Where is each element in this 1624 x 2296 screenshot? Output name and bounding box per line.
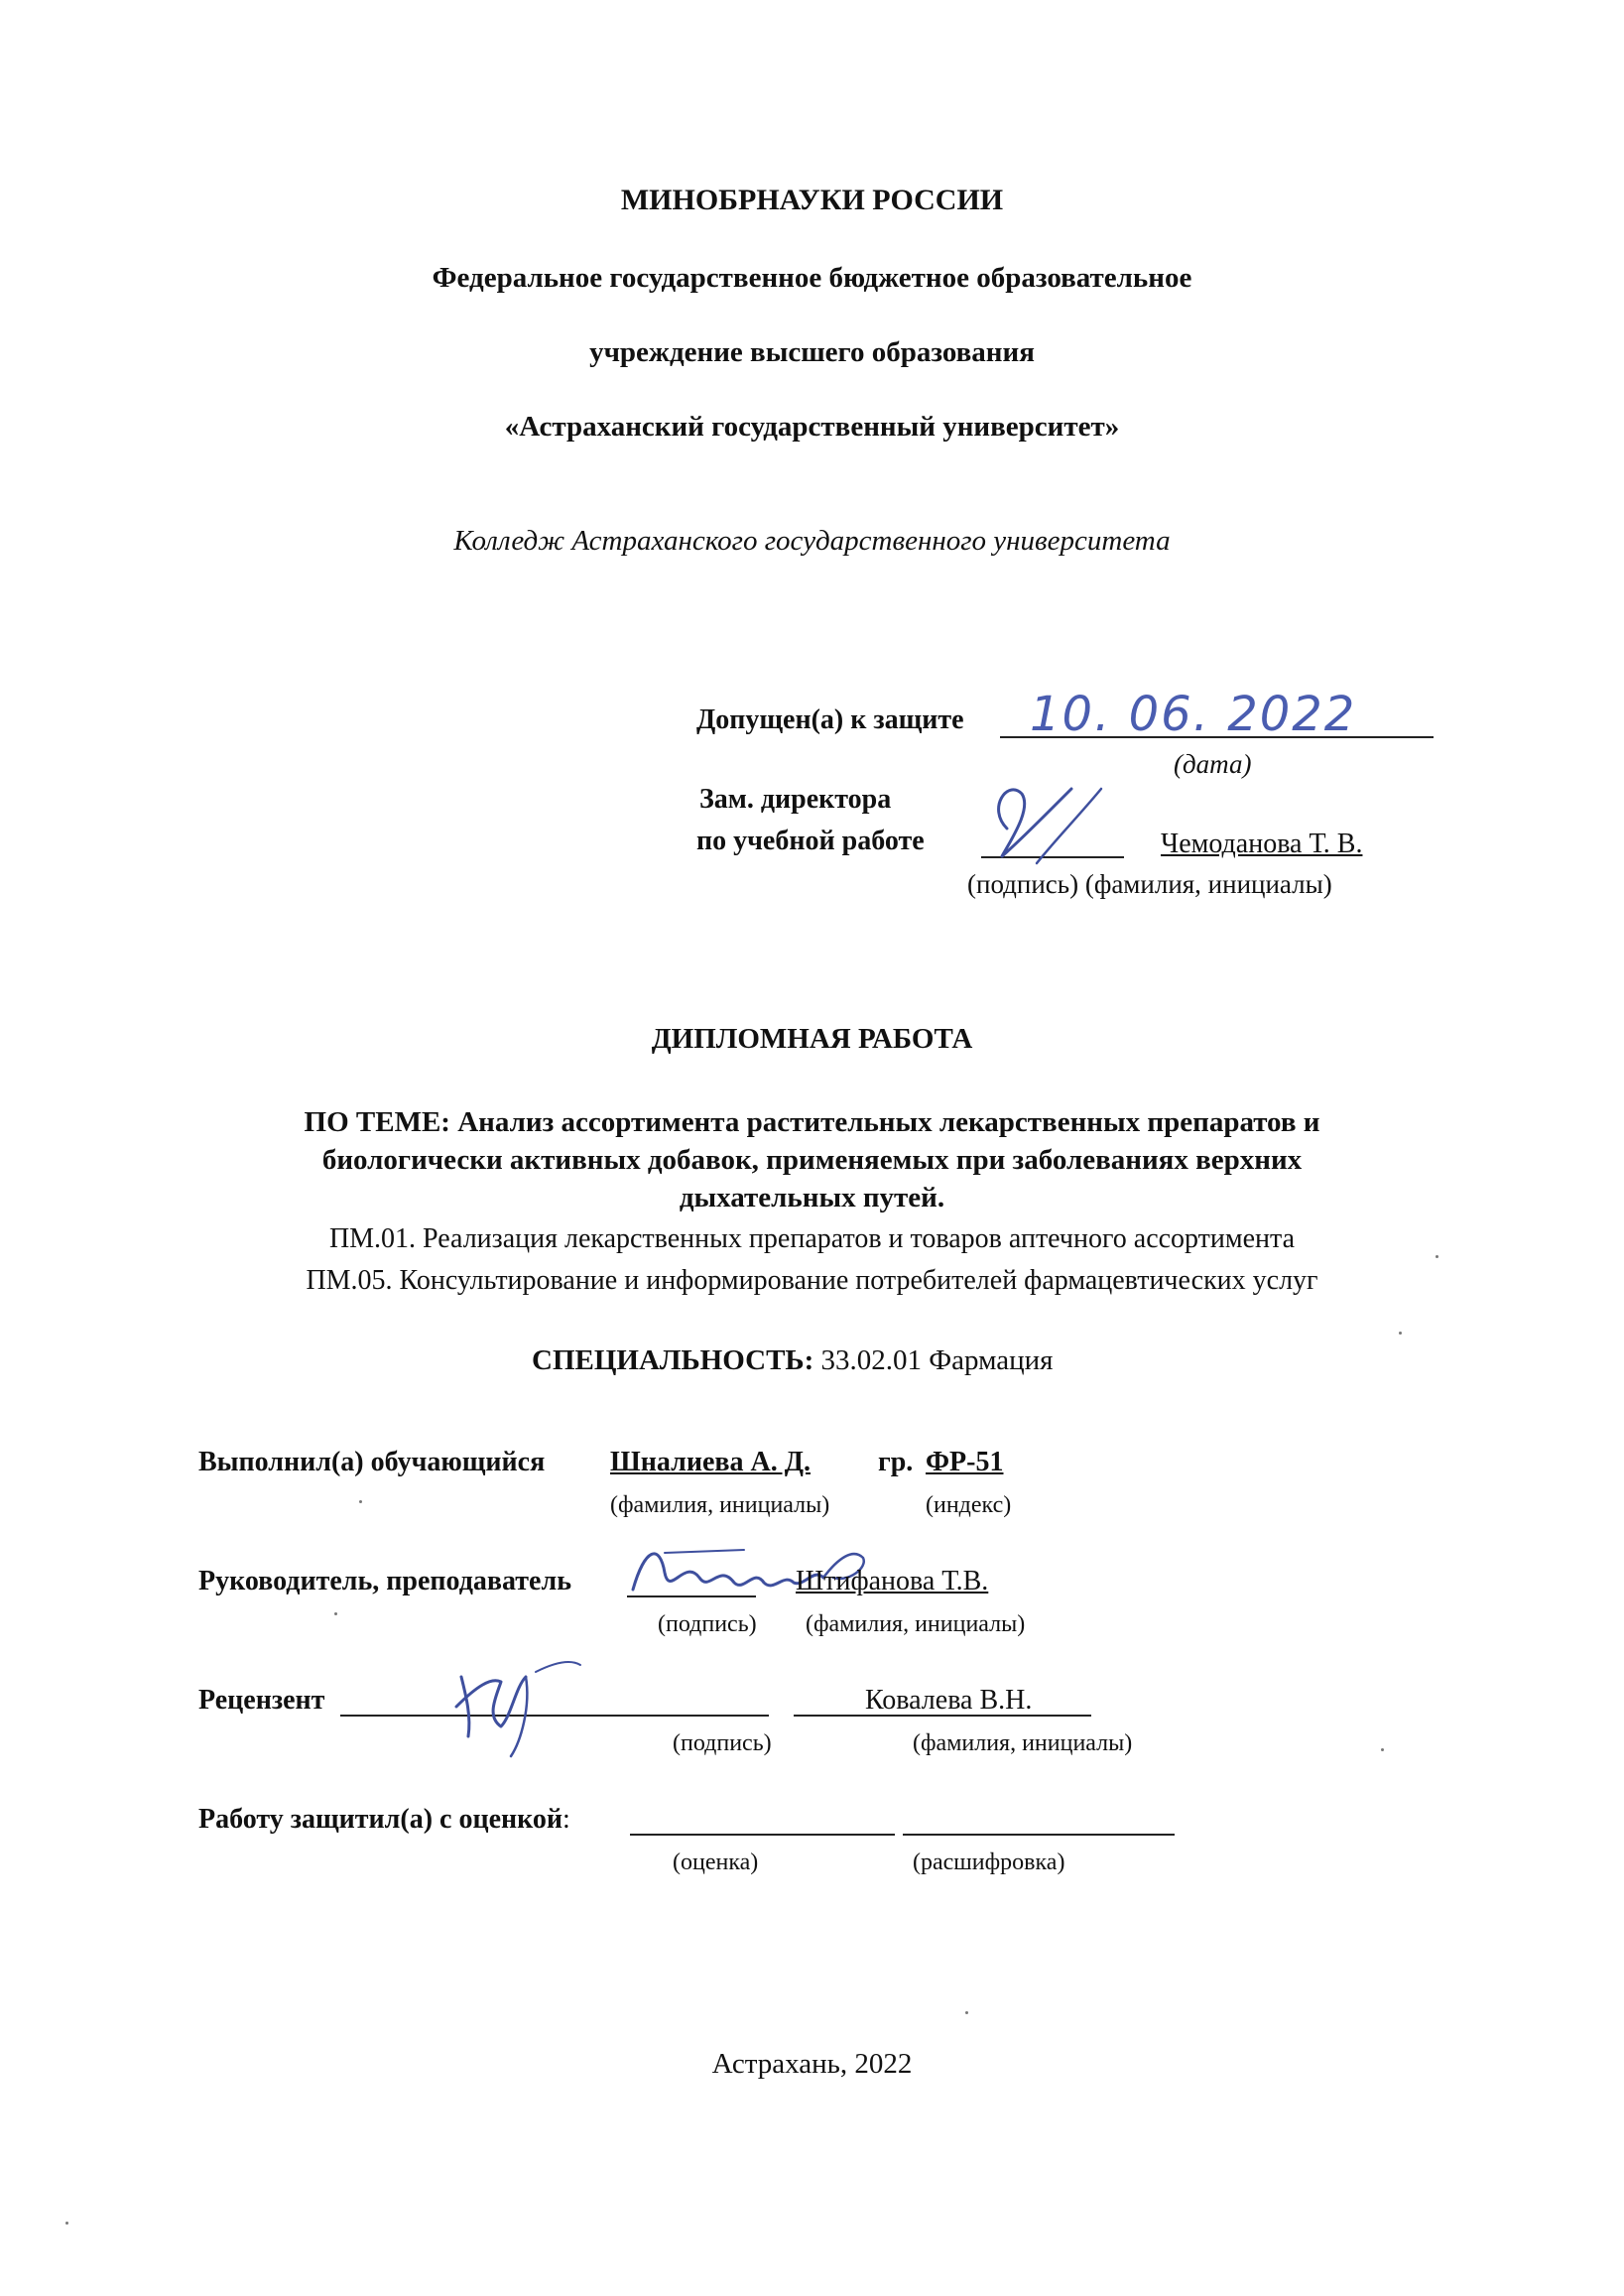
deputy-title-line-2: по учебной работе [696,826,925,856]
reviewer-label: Рецензент [198,1685,325,1716]
student-label: Выполнил(а) обучающийся [198,1447,546,1477]
scan-speck [334,1612,337,1615]
defense-row [198,1806,570,1834]
defense-label: Работу защитил(а) с оценкой [198,1804,563,1835]
admission-label: Допущен(а) к защите [696,704,964,735]
deputy-signature [977,769,1156,878]
institution-line-1: Федеральное государственное бюджетное образовательное [432,262,1192,294]
document-title: ДИПЛОМНАЯ РАБОТА [651,1023,973,1055]
ministry-heading: МИНОБРНАУКИ РОССИИ [620,184,1004,216]
reviewer-sign-caption: (подпись) [673,1730,772,1756]
specialty-label: СПЕЦИАЛЬНОСТЬ: [532,1344,814,1376]
module-1: ПМ.01. Реализация лекарственных препаратов и товаров аптечного ассортимента [328,1223,1296,1254]
supervisor-label: Руководитель, преподаватель [198,1566,572,1596]
scan-speck [1399,1332,1402,1335]
supervisor-name-caption: (фамилия, инициалы) [806,1611,1026,1637]
scan-speck [65,2222,68,2225]
university-name: «Астраханский государственный университет» [504,411,1120,443]
topic-line-2: биологически активных добавок, применяемых при заболеваниях верхних [321,1144,1303,1176]
grade-caption: (оценка) [673,1850,759,1875]
handwritten-date: 10. 06. 2022 [1030,687,1357,742]
scan-speck [1381,1748,1384,1751]
deputy-name: Чемоданова Т. В. [1161,829,1363,859]
student-group: ФР-51 [926,1447,1004,1477]
group-label: гр. [878,1447,914,1477]
college-name: Колледж Астраханского государственного университета [453,525,1171,557]
deputy-title-line-1: Зам. директора [699,784,892,815]
topic-line-1: ПО ТЕМЕ: Анализ ассортимента растительных лекарственных препаратов и [304,1106,1320,1138]
institution-line-2: учреждение высшего образования [589,336,1035,368]
topic-line-3: дыхательных путей. [679,1182,945,1213]
specialty [532,1346,1054,1375]
specialty-value: 33.02.01 Фармация [820,1344,1054,1376]
scan-speck [965,2011,968,2014]
reviewer-name-caption: (фамилия, инициалы) [913,1730,1133,1756]
supervisor-name: Штифанова Т.В. [796,1566,989,1596]
supervisor-sign-caption: (подпись) [658,1611,757,1637]
deputy-caption: (подпись) (фамилия, инициалы) [967,869,1332,899]
date-caption: (дата) [1174,749,1252,779]
module-2: ПМ.05. Консультирование и информирование потребителей фармацевтических услуг [306,1265,1318,1296]
student-group-caption: (индекс) [926,1492,1012,1518]
grade-decode-line [903,1834,1175,1836]
student-name: Шналиева А. Д. [610,1447,812,1477]
student-name-caption: (фамилия, инициалы) [610,1492,830,1518]
city-year: Астрахань, 2022 [711,2048,913,2080]
grade-decode-caption: (расшифровка) [913,1850,1065,1875]
defense-colon: : [562,1804,570,1835]
reviewer-name: Ковалева В.Н. [865,1685,1033,1716]
reviewer-signature [446,1647,595,1766]
scan-speck [359,1500,362,1503]
scan-speck [1436,1255,1438,1258]
grade-line [630,1834,895,1836]
